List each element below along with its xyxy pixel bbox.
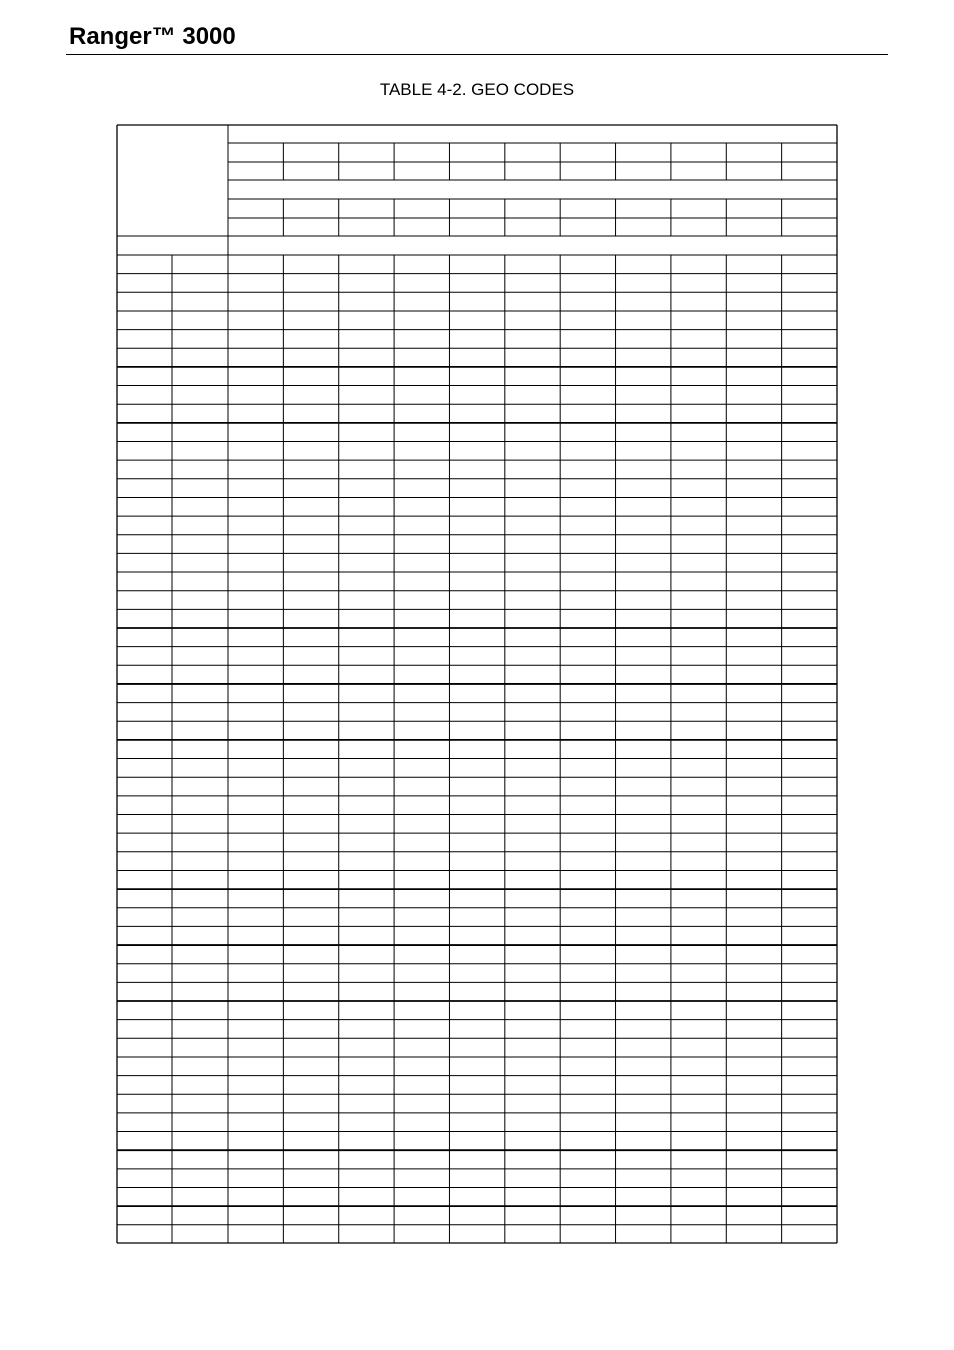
table-caption: TABLE 4-2. GEO CODES [379,80,575,99]
document-title: Ranger™ 3000 [69,23,236,50]
